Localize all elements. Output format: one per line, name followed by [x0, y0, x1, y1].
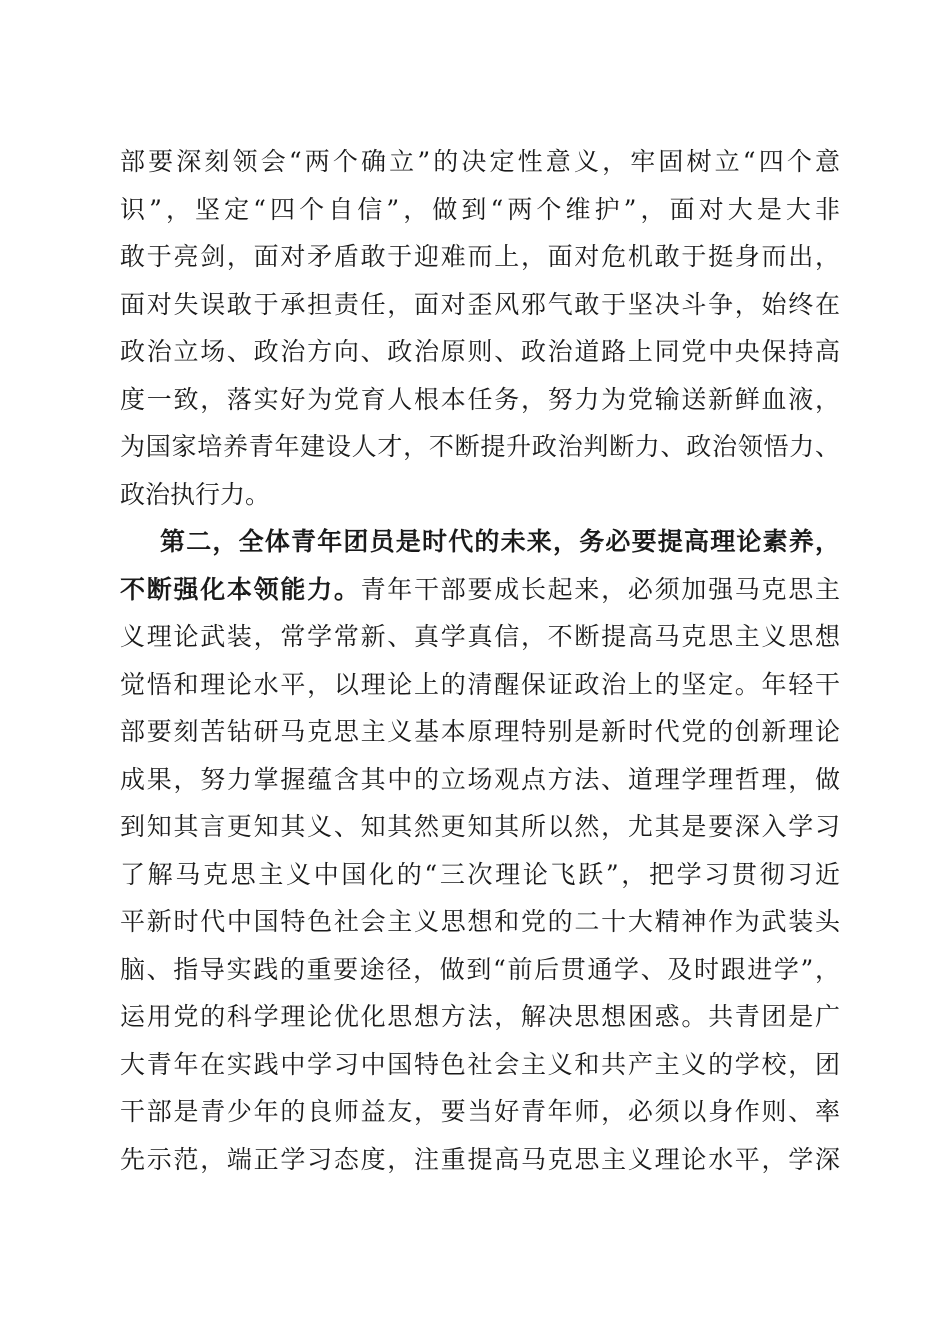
text-line: 部要刻苦钻研马克思主义基本原理特别是新时代党的创新理论: [120, 717, 840, 746]
text-line: 面对失误敢于承担责任，面对歪风邪气敢于坚决斗争，始终在: [120, 289, 840, 319]
text-line: 政治立场、政治方向、政治原则、政治道路上同党中央保持高: [120, 337, 840, 366]
text-segment: 青年干部要成长起来，必须加强马克思主: [360, 574, 840, 604]
text-line: 大青年在实践中学习中国特色社会主义和共产主义的学校，团: [120, 1049, 840, 1079]
text-line: 平新时代中国特色社会主义思想和党的二十大精神作为武装头: [120, 907, 840, 936]
text-line: 干部是青少年的良师益友，要当好青年师，必须以身作则、率: [120, 1097, 840, 1126]
text-line: 部要深刻领会“两个确立”的决定性意义，牢固树立“四个意: [120, 147, 840, 176]
text-line: 到知其言更知其义、知其然更知其所以然，尤其是要深入学习: [120, 812, 840, 841]
section-heading-continued: 不断强化本领能力。: [120, 574, 361, 604]
text-line: 先示范，端正学习态度，注重提高马克思主义理论水平，学深: [120, 1144, 840, 1174]
text-line: 脑、指导实践的重要途径，做到“前后贯通学、及时跟进学”，: [120, 954, 840, 984]
paragraph-political-stance: [120, 138, 840, 518]
text-line: 成果，努力掌握蕴含其中的立场观点方法、道理学理哲理，做: [120, 764, 840, 794]
text-line: 为国家培养青年建设人才，不断提升政治判断力、政治领悟力、: [120, 432, 840, 461]
section-heading: 第二，全体青年团员是时代的未来，务必要提高理论素养，: [160, 527, 840, 556]
text-line: 觉悟和理论水平，以理论上的清醒保证政治上的坚定。年轻干: [120, 669, 840, 699]
text-line: 度一致，落实好为党育人根本任务，努力为党输送新鲜血液，: [120, 384, 840, 414]
text-line-mixed: [120, 566, 840, 614]
text-line: 运用党的科学理论优化思想方法，解决思想困惑。共青团是广: [120, 1002, 840, 1031]
text-line: 了解马克思主义中国化的“三次理论飞跃”，把学习贯彻习近: [120, 859, 840, 889]
document-body: [120, 138, 840, 1183]
text-line: 敢于亮剑，面对矛盾敢于迎难而上，面对危机敢于挺身而出，: [120, 242, 840, 271]
text-line: 义理论武装，常学常新、真学真信，不断提高马克思主义思想: [120, 622, 840, 651]
paragraph-theory-literacy: [120, 518, 840, 1183]
text-line: 识”，坚定“四个自信”，做到“两个维护”，面对大是大非: [120, 194, 840, 224]
text-line-last: 政治执行力。: [120, 479, 271, 509]
